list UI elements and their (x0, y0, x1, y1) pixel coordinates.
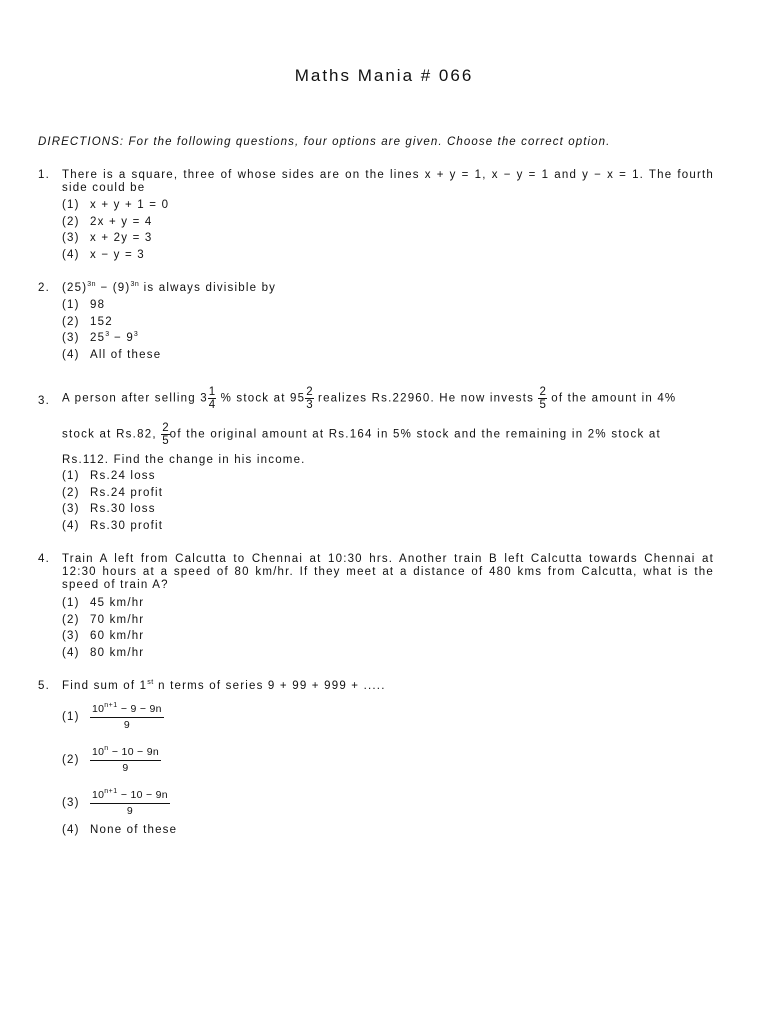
option-label: (1) (62, 597, 80, 609)
question-5-number: 5. (38, 680, 50, 692)
option-text: 152 (90, 315, 113, 328)
question-2-number: 2. (38, 282, 50, 294)
question-3-options (62, 470, 163, 537)
option-text: Rs.30 profit (90, 520, 164, 533)
question-5-text (62, 680, 386, 693)
question-2-text (62, 282, 276, 295)
option (62, 349, 161, 366)
option-fraction (90, 746, 161, 775)
frac-base: 10 (92, 789, 105, 801)
option-text: Rs.24 loss (90, 470, 156, 482)
option-label: (4) (62, 249, 80, 262)
fraction-num (90, 703, 164, 718)
fraction-den: 3 (306, 399, 313, 411)
option-label: (1) (62, 299, 80, 311)
fraction-num (90, 746, 161, 761)
question-3-line-3: Rs.112. Find the change in his income. (62, 454, 306, 466)
option (62, 630, 144, 647)
option-label: (2) (62, 215, 80, 228)
option-label: (2) (62, 613, 80, 626)
fraction-two-fifths (538, 386, 546, 411)
frac-rest: − 10 − 9n (108, 746, 159, 758)
option-label: (2) (62, 315, 80, 328)
option-label: (4) (62, 349, 80, 362)
q5-text: n terms of series 9 + 99 + 999 + ..... (153, 680, 386, 692)
option-label: (2) (62, 754, 80, 766)
option-exp: 3 (105, 331, 110, 339)
q3-text: of the original amount at Rs.164 in 5% stock and the remaining in 2% stock at (169, 428, 661, 441)
option-text: x − y = 3 (90, 249, 145, 262)
q2-base-b: − (9) (96, 282, 131, 294)
fraction-one-quarter (208, 386, 216, 411)
question-3-line-1 (62, 386, 714, 411)
option-fraction (90, 789, 170, 818)
option (62, 232, 169, 249)
frac-base: 10 (92, 703, 105, 715)
option (62, 647, 144, 664)
option-text: 98 (90, 299, 106, 311)
option (62, 316, 161, 333)
option-label: (3) (62, 232, 80, 245)
option (62, 299, 161, 316)
q5-ordinal: st (147, 679, 154, 686)
question-2-options (62, 299, 161, 366)
option (62, 789, 170, 818)
option-label: (4) (62, 520, 80, 533)
option (62, 746, 161, 775)
fraction-den: 5 (539, 399, 546, 411)
fraction-two-fifths (161, 422, 169, 447)
option (62, 614, 144, 631)
option-text: 70 km/hr (90, 613, 145, 626)
fraction-den: 9 (126, 805, 134, 817)
frac-exp: n (104, 745, 109, 752)
option (62, 249, 169, 266)
option-label: (1) (62, 199, 80, 211)
option-text: 2x + y = 4 (90, 215, 153, 228)
option (62, 470, 163, 487)
q3-text: % stock at 95 (216, 392, 306, 405)
option-text: Rs.30 loss (90, 503, 156, 516)
frac-exp: n+1 (104, 702, 118, 709)
question-1-text: There is a square, three of whose sides are on the lines x + y = 1, x − y = 1 and y − x = 1. The fourth side could be (62, 169, 714, 194)
page-title: Maths Mania # 066 (294, 66, 474, 85)
option-text: 80 km/hr (90, 647, 145, 660)
question-3-line-2 (62, 422, 661, 447)
frac-rest: − 10 − 9n (117, 789, 168, 801)
option-label: (3) (62, 332, 80, 345)
option-text: None of these (90, 824, 178, 836)
option (62, 216, 169, 233)
option-fraction (90, 703, 164, 732)
q2-base-a: (25) (62, 282, 88, 294)
fraction-num: 2 (306, 386, 313, 398)
option (62, 597, 144, 614)
option-text: Rs.24 profit (90, 486, 164, 499)
question-1-number: 1. (38, 169, 50, 181)
option (62, 332, 161, 349)
option-label: (3) (62, 797, 80, 809)
directions: DIRECTIONS: For the following questions, four options are given. Choose the correct option. (38, 136, 611, 148)
q3-text: A person after selling 3 (62, 392, 208, 405)
option-text: 60 km/hr (90, 630, 145, 643)
question-4-options (62, 597, 144, 664)
option-text: x + 2y = 3 (90, 232, 153, 245)
option (62, 703, 164, 732)
fraction-num: 2 (539, 386, 546, 398)
q2-exp-a: 3n (87, 281, 97, 288)
option-text: − 9 (109, 332, 134, 345)
option (62, 199, 169, 216)
option-label: (4) (62, 824, 80, 836)
fraction-den: 4 (208, 399, 216, 411)
option-text: All of these (90, 349, 162, 362)
option-label: (1) (62, 470, 80, 482)
option-label: (2) (62, 486, 80, 499)
fraction-two-thirds (305, 386, 313, 411)
option-label: (3) (62, 503, 80, 516)
option (62, 487, 163, 504)
option-exp: 3 (133, 331, 139, 339)
option-label: (3) (62, 630, 80, 643)
option-label: (1) (62, 711, 80, 723)
fraction-den: 9 (122, 762, 129, 774)
option-label: (4) (62, 647, 80, 660)
q5-text: Find sum of 1 (62, 680, 148, 692)
option (62, 503, 163, 520)
fraction-num: 1 (208, 386, 216, 398)
option (62, 824, 177, 837)
option-text: x + y + 1 = 0 (90, 199, 170, 211)
frac-rest: − 9 − 9n (117, 703, 162, 715)
question-3-number: 3. (38, 395, 50, 407)
option-text: 45 km/hr (90, 597, 145, 609)
fraction-den: 5 (162, 435, 169, 447)
fraction-den: 9 (123, 719, 130, 731)
question-4-text: Train A left from Calcutta to Chennai at 10:30 hrs. Another train B left Calcutta towards Chennai at 12:30 hours at a speed of 80 km/hr. If they meet at a distance of 480 kms from Calcutta, what is the speed of train A? (62, 553, 714, 591)
q3-text: realizes Rs.22960. He now invests (313, 392, 539, 405)
question-1-options (62, 199, 169, 266)
option (62, 520, 163, 537)
option-text: 25 (90, 332, 106, 345)
frac-base: 10 (92, 746, 105, 758)
q2-text-end: is always divisible by (139, 282, 277, 294)
frac-exp: n+1 (104, 788, 118, 795)
fraction-num (90, 789, 170, 804)
question-4-number: 4. (38, 553, 50, 565)
q3-text: of the amount in 4% (546, 392, 677, 405)
fraction-num: 2 (162, 422, 169, 434)
q3-text: stock at Rs.82, (62, 428, 162, 441)
q2-exp-b: 3n (130, 281, 140, 288)
